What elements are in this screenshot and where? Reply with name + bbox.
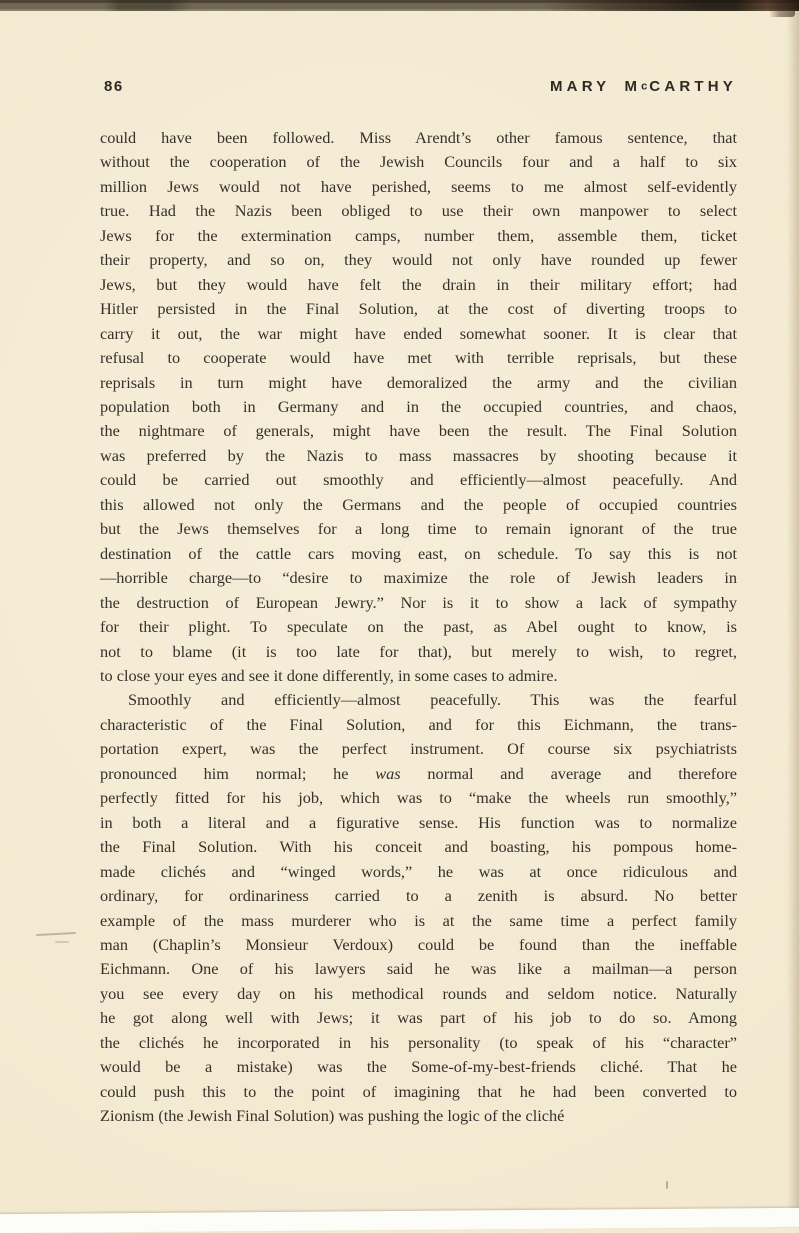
text-line: their property, and so on, they would not only have rounded up fewer <box>100 250 737 270</box>
running-header-small-c: c <box>641 80 650 93</box>
text-line: the clichés he incorporated in his personality (to speak of his “character” <box>100 1032 737 1052</box>
text-line: could have been followed. Miss Arendt’s other famous sentence, that <box>100 128 737 147</box>
text-line: to close your eyes and see it done differently, in some cases to admire. <box>100 665 558 685</box>
text-line: for their plight. To speculate on the past, as Abel ought to know, is <box>100 617 737 637</box>
text-line <box>100 762 737 786</box>
text-line: was preferred by the Nazis to mass massacres by shooting because it <box>100 445 737 465</box>
text-line: carry it out, the war might have ended somewhat sooner. It is clear that <box>100 323 737 343</box>
top-scan-edge <box>0 0 799 11</box>
text-line: million Jews would not have perished, seems to me almost self-evidently <box>100 176 737 196</box>
text-line: portation expert, was the perfect instrument. Of course six psychiatrists <box>100 739 737 759</box>
text-line: man (Chaplin’s Monsieur Verdoux) could be found than the ineffable <box>100 934 737 954</box>
text-line: not to blame (it is too late for that), but merely to wish, to regret, <box>100 641 737 661</box>
text-line: perfectly fitted for his job, which was to “make the wheels run smoothly,” <box>100 788 737 808</box>
text-line: the destruction of European Jewry.” Nor is it to show a lack of sympathy <box>100 592 737 612</box>
text-line: refusal to cooperate would have met with terrible reprisals, but these <box>100 348 737 368</box>
text-segment: normal and average and therefore <box>400 763 737 783</box>
page-margin-smudge <box>55 941 69 943</box>
text-line: destination of the cattle cars moving east, on schedule. To say this is not <box>100 543 737 563</box>
text-line: Zionism (the Jewish Final Solution) was pushing the logic of the cliché <box>100 1106 565 1126</box>
text-line: characteristic of the Final Solution, and for this Eichmann, the trans- <box>100 714 737 734</box>
text-segment: pronounced him normal; he <box>100 763 376 783</box>
dust-speck <box>666 1181 668 1189</box>
text-line: but the Jews themselves for a long time to remain ignorant of the true <box>100 519 737 539</box>
text-line: population both in Germany and in the occupied countries, and chaos, <box>100 396 737 416</box>
page-margin-smudge <box>36 932 76 936</box>
text-line: without the cooperation of the Jewish Councils four and a half to six <box>100 152 737 172</box>
bottom-scan-strip <box>0 1208 799 1233</box>
paragraph <box>100 126 737 688</box>
text-line: could push this to the point of imagining that he had been converted to <box>100 1081 737 1101</box>
page-header <box>104 78 737 95</box>
text-line: Smoothly and efficiently—almost peacefully. This was the fearful <box>128 690 737 710</box>
text-line: the nightmare of generals, might have been the result. The Final Solution <box>100 421 737 441</box>
right-edge-shadow <box>787 11 799 1214</box>
text-line: reprisals in turn might have demoralized the army and the civilian <box>100 372 737 392</box>
text-block <box>100 126 737 1129</box>
text-line: would be a mistake) was the Some-of-my-best-friends cliché. That he <box>100 1057 737 1077</box>
paragraph <box>100 688 737 1128</box>
text-line: Jews, but they would have felt the drain in their military effort; had <box>100 274 737 294</box>
text-line: this allowed not only the Germans and the people of occupied countries <box>100 494 737 514</box>
text-line: —horrible charge—to “desire to maximize the role of Jewish leaders in <box>100 568 737 588</box>
text-line: the Final Solution. With his conceit and boasting, his pompous home- <box>100 837 737 857</box>
running-header <box>550 78 737 95</box>
text-line: Jews for the extermination camps, number them, assemble them, ticket <box>100 225 737 245</box>
text-line: ordinary, for ordinariness carried to a zenith is absurd. No better <box>100 886 737 906</box>
text-line: made clichés and “winged words,” he was at once ridiculous and <box>100 861 737 881</box>
page-number: 86 <box>104 78 124 95</box>
running-header-part: CARTHY <box>649 78 737 95</box>
text-line: he got along well with Jews; it was part of his job to do so. Among <box>100 1008 737 1028</box>
running-header-part: MARY M <box>549 78 642 95</box>
text-line: example of the mass murderer who is at the same time a perfect family <box>100 910 737 930</box>
text-line: true. Had the Nazis been obliged to use their own manpower to select <box>100 201 737 221</box>
text-line: Hitler persisted in the Final Solution, at the cost of diverting troops to <box>100 299 737 319</box>
italic-text: was <box>375 763 401 783</box>
text-line: Eichmann. One of his lawyers said he was like a mailman—a person <box>100 959 737 979</box>
text-line: in both a literal and a figurative sense. His function was to normalize <box>100 812 737 832</box>
text-line: could be carried out smoothly and efficiently—almost peacefully. And <box>100 470 737 490</box>
text-line: you see every day on his methodical rounds and seldom notice. Naturally <box>100 983 737 1003</box>
